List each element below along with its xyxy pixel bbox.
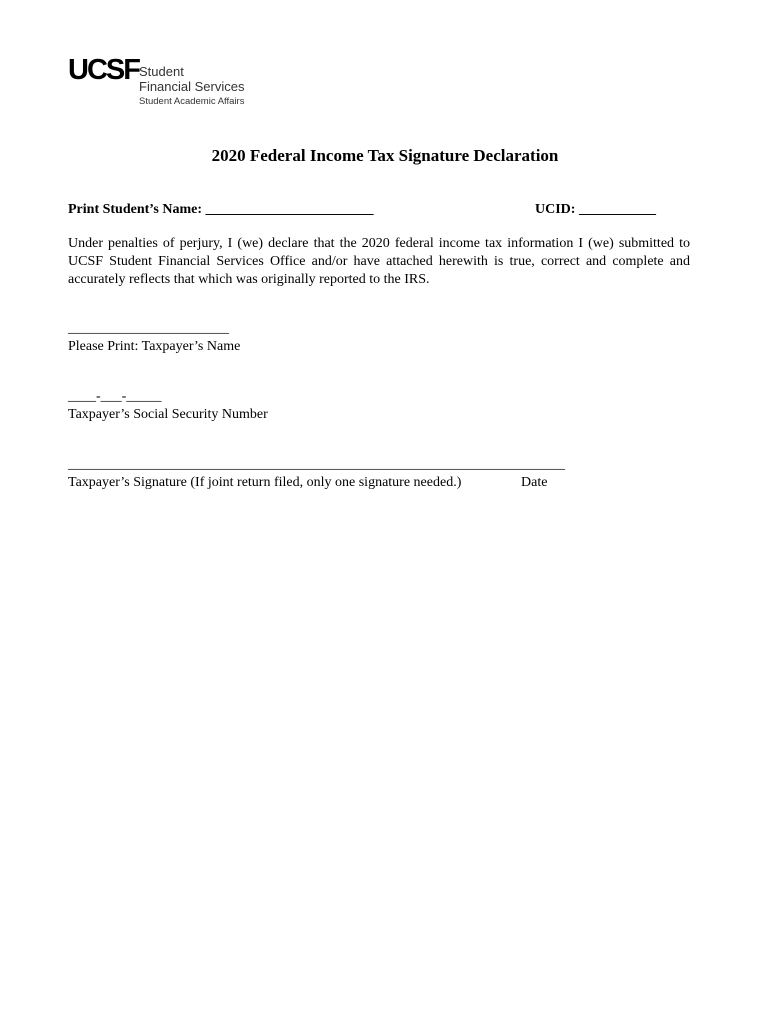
logo-line-student: Student <box>139 64 184 79</box>
signature-label: Taxpayer’s Signature (If joint return filed, only one signature needed.) <box>68 475 462 490</box>
ssn-block <box>68 388 268 424</box>
ucid-field[interactable]: UCID: ___________ <box>535 202 656 217</box>
logo-line-financial-services: Financial Services <box>139 79 245 94</box>
date-label: Date <box>521 475 548 490</box>
student-info-row <box>68 202 690 222</box>
ssn-line[interactable]: ____-___-_____ <box>68 389 162 404</box>
student-name-field[interactable]: Print Student’s Name: ________________________ <box>68 202 374 217</box>
taxpayer-name-line[interactable]: _______________________ <box>68 321 229 336</box>
signature-block <box>68 456 668 492</box>
taxpayer-name-label: Please Print: Taxpayer’s Name <box>68 339 241 354</box>
document-title: 2020 Federal Income Tax Signature Declaration <box>211 146 559 165</box>
signature-line[interactable]: _______________________________________________________________________ <box>68 457 565 472</box>
logo-line-student-academic-affairs: Student Academic Affairs <box>139 96 245 107</box>
declaration-text: Under penalties of perjury, I (we) declare that the 2020 federal income tax information I (we) submitted to UCSF Student Financial Services Office and/or have attached herewith is true, correct and complete and accurately reflects that which was originally reported to the IRS. <box>68 236 690 287</box>
signature-label-row <box>68 474 668 492</box>
ssn-label: Taxpayer’s Social Security Number <box>68 407 268 422</box>
ucsf-logo-mark: UCSF <box>68 54 139 86</box>
logo-text <box>139 64 245 108</box>
taxpayer-name-block <box>68 320 240 356</box>
